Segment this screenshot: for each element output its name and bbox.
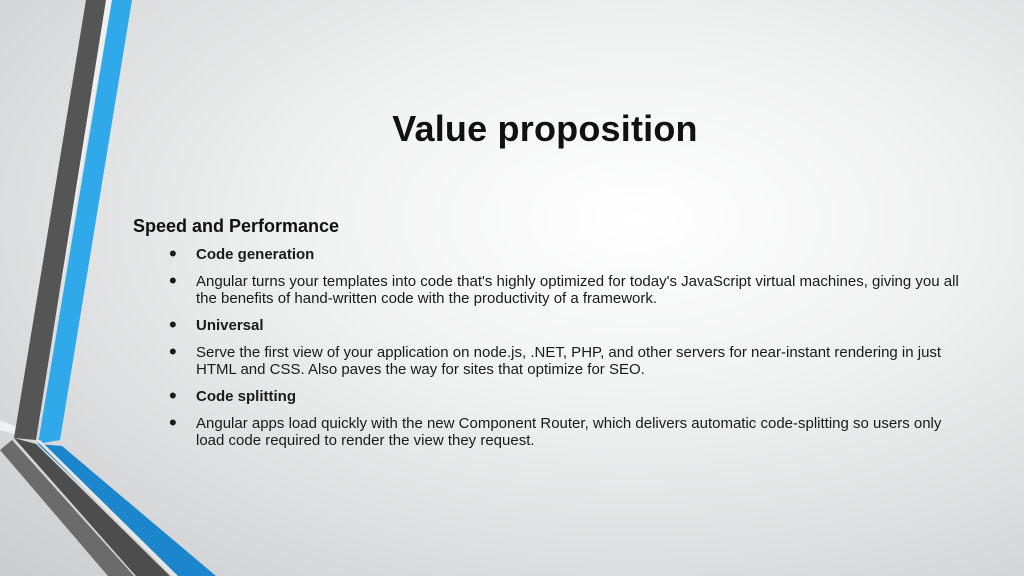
- bullet-item: [166, 383, 966, 408]
- bullet-text: Code generation: [196, 246, 315, 263]
- bullet-item: [166, 241, 966, 266]
- bullet-text: Serve the first view of your application on node.js, .NET, PHP, and other servers for near-instant rendering in just HTML and CSS. Also paves the way for sites that optimize for SEO.: [196, 344, 942, 378]
- bullet-text: Angular turns your templates into code that's highly optimized for today's JavaScript virtual machines, giving you all the benefits of hand-written code with the productivity of a framework.: [196, 273, 959, 307]
- bullet-list: [166, 241, 966, 459]
- bullet-text: Code splitting: [196, 388, 296, 405]
- bullet-item: [166, 410, 966, 449]
- bullet-dot-icon: •: [169, 383, 177, 408]
- bullet-item: [166, 339, 966, 378]
- bullet-dot-icon: •: [169, 410, 177, 435]
- bullet-text: Angular apps load quickly with the new Component Router, which delivers automatic code-splitting so users only load code required to render the view they request.: [196, 415, 942, 449]
- bullet-dot-icon: •: [169, 268, 177, 293]
- slide-title: Value proposition: [392, 108, 698, 149]
- bullet-dot-icon: •: [169, 241, 177, 266]
- section-heading: Speed and Performance: [133, 216, 340, 236]
- bullet-item: [166, 268, 966, 307]
- bullet-dot-icon: •: [169, 312, 177, 337]
- bullet-dot-icon: •: [169, 339, 177, 364]
- bullet-text: Universal: [196, 317, 264, 334]
- bullet-item: [166, 312, 966, 337]
